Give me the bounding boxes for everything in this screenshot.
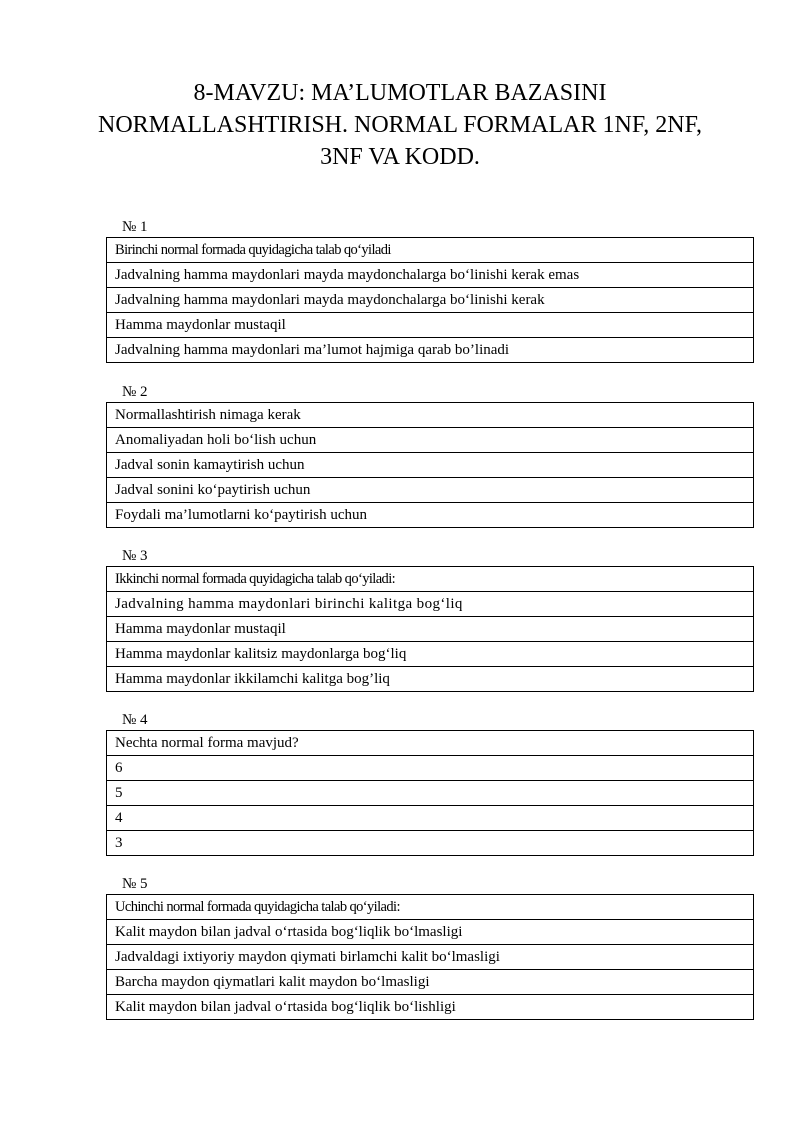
question-2	[106, 382, 754, 528]
question-5	[106, 874, 754, 1020]
answer-option: 5	[107, 781, 754, 806]
answer-option: Jadvalning hamma maydonlari ma’lumot hajmiga qarab bo’linadi	[107, 338, 754, 363]
answer-option: Hamma maydonlar mustaqil	[107, 617, 754, 642]
question-prompt: Uchinchi normal formada quyidagicha talab qo‘yiladi:	[107, 895, 754, 920]
answer-option: Jadvalning hamma maydonlari mayda maydonchalarga bo‘linishi kerak	[107, 288, 754, 313]
answer-option: Anomaliyadan holi bo‘lish uchun	[107, 428, 754, 453]
answer-option: Hamma maydonlar ikkilamchi kalitga bog’liq	[107, 667, 754, 692]
answer-option: Jadvalning hamma maydonlari birinchi kalitga bog‘liq	[107, 592, 754, 617]
question-number: № 1	[122, 219, 148, 235]
question-prompt: Ikkinchi normal formada quyidagicha talab qo‘yiladi:	[107, 567, 754, 592]
answer-option: Jadval sonini ko‘paytirish uchun	[107, 478, 754, 503]
answer-option: Kalit maydon bilan jadval o‘rtasida bog‘liqlik bo‘lishligi	[107, 995, 754, 1020]
title-line-1: 8-MAVZU: MA’LUMOTLAR BAZASINI	[193, 80, 607, 106]
question-number: № 4	[122, 712, 148, 728]
answer-option: Barcha maydon qiymatlari kalit maydon bo‘lmasligi	[107, 970, 754, 995]
question-3	[106, 546, 754, 692]
page-title	[80, 77, 720, 173]
answer-option: 6	[107, 756, 754, 781]
question-table	[106, 894, 754, 1020]
question-number: № 2	[122, 384, 148, 400]
answer-option: Hamma maydonlar mustaqil	[107, 313, 754, 338]
answer-option: Jadval sonin kamaytirish uchun	[107, 453, 754, 478]
answer-option: Jadvalning hamma maydonlari mayda maydonchalarga bo‘linishi kerak emas	[107, 263, 754, 288]
question-table	[106, 566, 754, 692]
answer-option: 4	[107, 806, 754, 831]
question-table	[106, 402, 754, 528]
answer-option: 3	[107, 831, 754, 856]
answer-option: Hamma maydonlar kalitsiz maydonlarga bog‘liq	[107, 642, 754, 667]
question-number: № 3	[122, 548, 148, 564]
question-prompt: Nechta normal forma mavjud?	[107, 731, 754, 756]
title-line-2: NORMALLASHTIRISH. NORMAL FORMALAR 1NF, 2NF,	[98, 112, 702, 138]
question-prompt: Normallashtirish nimaga kerak	[107, 403, 754, 428]
answer-option: Kalit maydon bilan jadval o‘rtasida bog‘liqlik bo‘lmasligi	[107, 920, 754, 945]
question-number: № 5	[122, 876, 148, 892]
question-4	[106, 710, 754, 856]
question-1	[106, 217, 754, 363]
question-prompt: Birinchi normal formada quyidagicha talab qo‘yiladi	[107, 238, 754, 263]
answer-option: Foydali ma’lumotlarni ko‘paytirish uchun	[107, 503, 754, 528]
title-line-3: 3NF VA KODD.	[320, 144, 480, 170]
question-table	[106, 730, 754, 856]
answer-option: Jadvaldagi ixtiyoriy maydon qiymati birlamchi kalit bo‘lmasligi	[107, 945, 754, 970]
question-table	[106, 237, 754, 363]
